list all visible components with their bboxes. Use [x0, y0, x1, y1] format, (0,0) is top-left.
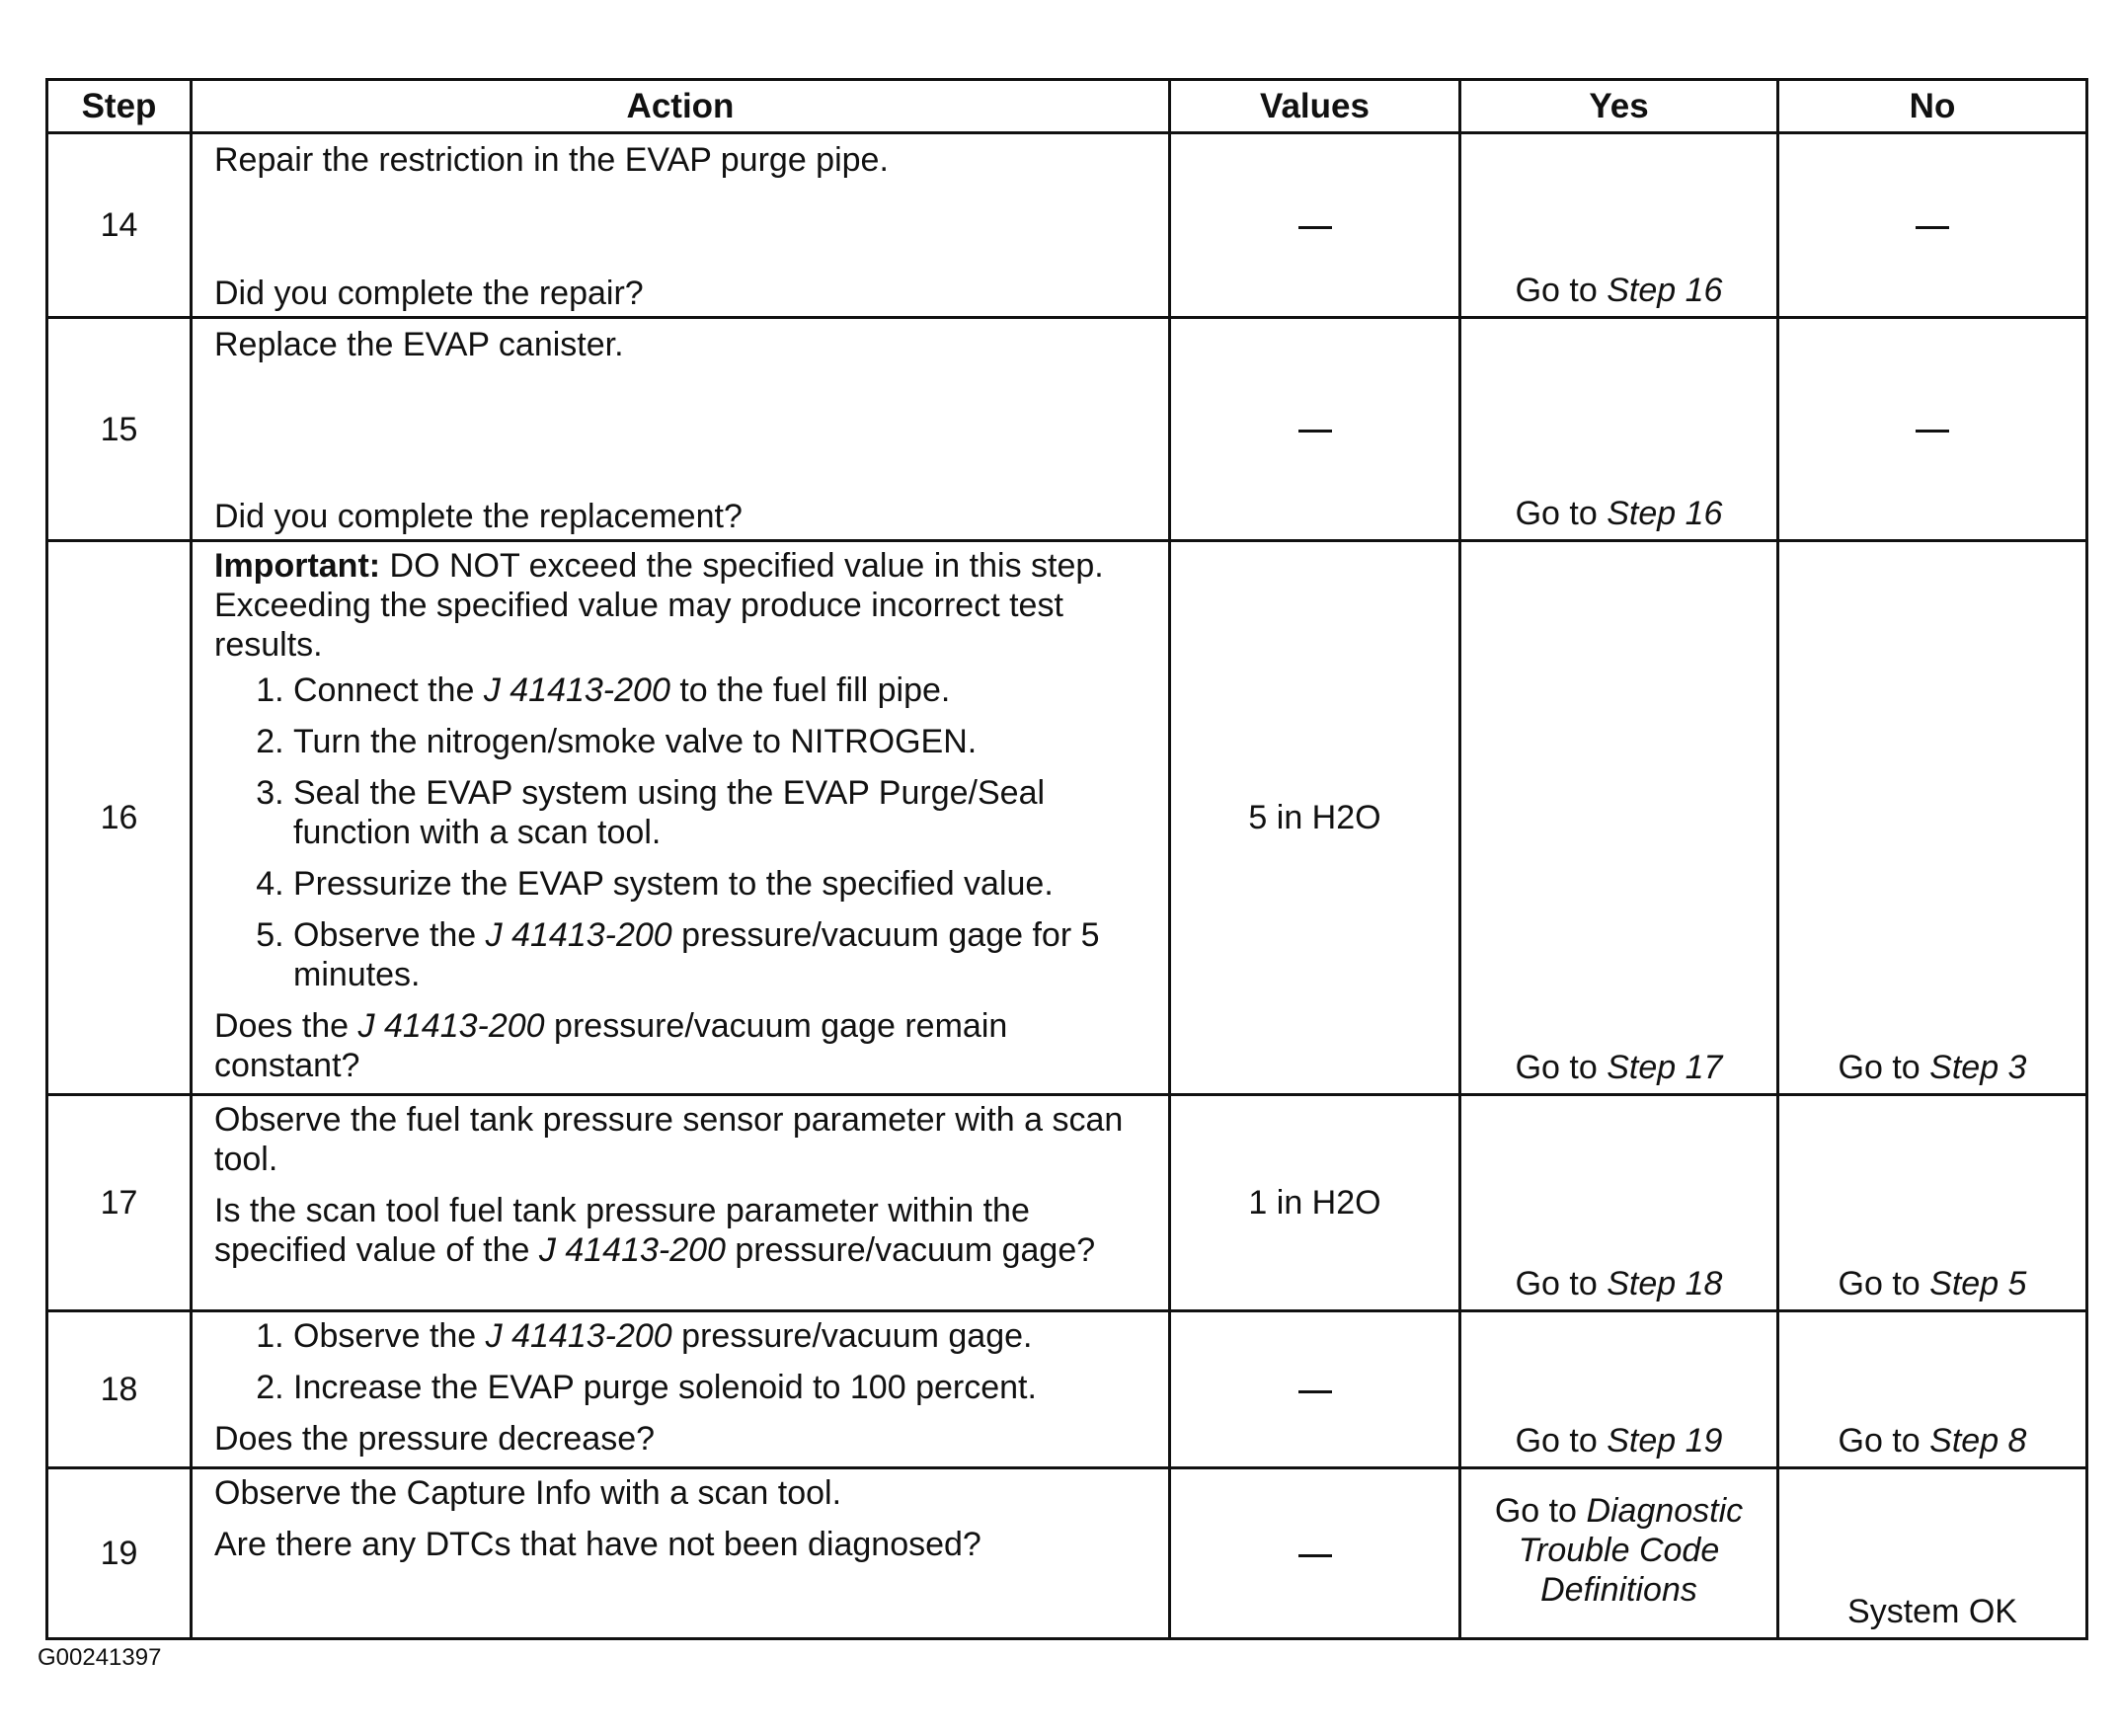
dash-mark [1298, 226, 1332, 229]
action-text: Observe the fuel tank pressure sensor parameter with a scan tool. [214, 1101, 1124, 1178]
header-row [47, 80, 2087, 133]
value-cell [1170, 1311, 1460, 1468]
action-cell [192, 318, 1170, 541]
tool-ref: J 41413-200 [538, 1231, 726, 1269]
yes-go-to: Go to [1515, 1049, 1598, 1086]
value-cell [1170, 1468, 1460, 1639]
no-go-to: Go to [1838, 1422, 1921, 1460]
action-text: Observe the Capture Info with a scan tool. [214, 1474, 842, 1512]
step-number: 16 [47, 541, 192, 1095]
yes-step-ref: Step 19 [1607, 1422, 1723, 1460]
yes-step-ref: Step 16 [1607, 495, 1723, 532]
value-cell: 1 in H2O [1170, 1095, 1460, 1311]
action-text: Replace the EVAP canister. [214, 326, 624, 363]
yes-cell [1460, 1468, 1778, 1639]
list-item: 3. Seal the EVAP system using the EVAP Purge/Seal function with a scan tool. [293, 773, 1148, 852]
yes-cell [1460, 541, 1778, 1095]
step-number: 18 [47, 1311, 192, 1468]
no-step-ref: Step 8 [1929, 1422, 2027, 1460]
no-cell [1778, 133, 2087, 318]
dash-mark [1916, 430, 1949, 433]
diagnostic-table [45, 78, 2088, 1640]
list-item: 1. Connect the J 41413-200 to the fuel fill pipe. [293, 671, 1148, 710]
yes-step-ref: Diagnostic Trouble Code Definitions [1518, 1492, 1744, 1609]
tool-ref: J 41413-200 [357, 1007, 545, 1045]
action-cell [192, 541, 1170, 1095]
action-cell [192, 1468, 1170, 1639]
table-row [47, 541, 2087, 1095]
yes-step-ref: Step 17 [1607, 1049, 1723, 1086]
action-text: Repair the restriction in the EVAP purge pipe. [214, 141, 889, 179]
step-number: 14 [47, 133, 192, 318]
value-cell [1170, 318, 1460, 541]
action-question: Did you complete the repair? [214, 275, 644, 312]
table-row [47, 318, 2087, 541]
important-label: Important: [214, 547, 381, 585]
value-cell: 5 in H2O [1170, 541, 1460, 1095]
no-cell [1778, 541, 2087, 1095]
header-values: Values [1170, 80, 1460, 133]
header-action: Action [192, 80, 1170, 133]
list-item: 2. Increase the EVAP purge solenoid to 100 percent. [293, 1368, 1148, 1407]
action-cell [192, 133, 1170, 318]
tool-ref: J 41413-200 [485, 1317, 672, 1355]
yes-cell [1460, 1095, 1778, 1311]
yes-cell [1460, 1311, 1778, 1468]
yes-step-ref: Step 18 [1607, 1265, 1723, 1302]
tool-ref: J 41413-200 [485, 916, 672, 954]
important-text: DO NOT exceed the specified value in this step. Exceeding the specified value may produce incorrect test results. [214, 547, 1104, 664]
action-question: Is the scan tool fuel tank pressure parameter within the specified value of the J 41413-200 pressure/vacuum gage? [214, 1192, 1096, 1269]
table-row [47, 133, 2087, 318]
list-item: 2. Turn the nitrogen/smoke valve to NITROGEN. [293, 722, 1148, 761]
no-step-ref: Step 3 [1929, 1049, 2027, 1086]
list-item: 1. Observe the J 41413-200 pressure/vacuum gage. [293, 1316, 1148, 1356]
dash-mark [1298, 1390, 1332, 1393]
no-cell [1778, 318, 2087, 541]
header-no: No [1778, 80, 2087, 133]
value-cell [1170, 133, 1460, 318]
no-go-to: Go to [1838, 1265, 1921, 1302]
action-cell [192, 1311, 1170, 1468]
dash-mark [1298, 1554, 1332, 1557]
procedure-list [214, 671, 1148, 994]
step-number: 17 [47, 1095, 192, 1311]
list-item: 4. Pressurize the EVAP system to the specified value. [293, 864, 1148, 904]
no-cell [1778, 1095, 2087, 1311]
step-number: 15 [47, 318, 192, 541]
figure-id: G00241397 [38, 1644, 162, 1671]
yes-go-to: Go to [1515, 272, 1598, 309]
yes-go-to: Go to [1515, 1422, 1598, 1460]
header-step: Step [47, 80, 192, 133]
dash-mark [1298, 430, 1332, 433]
no-go-to: Go to [1838, 1049, 1921, 1086]
yes-go-to: Go to [1515, 495, 1598, 532]
yes-step-ref: Step 16 [1607, 272, 1723, 309]
dash-mark [1916, 226, 1949, 229]
tool-ref: J 41413-200 [483, 671, 670, 709]
no-step-ref: Step 5 [1929, 1265, 2027, 1302]
important-note [214, 546, 1148, 665]
table-row [47, 1311, 2087, 1468]
procedure-list [214, 1316, 1148, 1407]
action-cell [192, 1095, 1170, 1311]
table-row [47, 1468, 2087, 1639]
yes-cell [1460, 318, 1778, 541]
action-question: Does the pressure decrease? [214, 1420, 656, 1458]
header-yes: Yes [1460, 80, 1778, 133]
action-question: Does the J 41413-200 pressure/vacuum gage remain constant? [214, 1007, 1008, 1084]
action-question: Are there any DTCs that have not been diagnosed? [214, 1526, 981, 1563]
list-item: 5. Observe the J 41413-200 pressure/vacuum gage for 5 minutes. [293, 915, 1148, 994]
step-number: 19 [47, 1468, 192, 1639]
yes-go-to: Go to [1515, 1265, 1598, 1302]
no-cell [1778, 1311, 2087, 1468]
action-question: Did you complete the replacement? [214, 498, 743, 535]
no-cell: System OK [1778, 1468, 2087, 1639]
table-row [47, 1095, 2087, 1311]
yes-go-to: Go to [1494, 1492, 1577, 1530]
yes-cell [1460, 133, 1778, 318]
